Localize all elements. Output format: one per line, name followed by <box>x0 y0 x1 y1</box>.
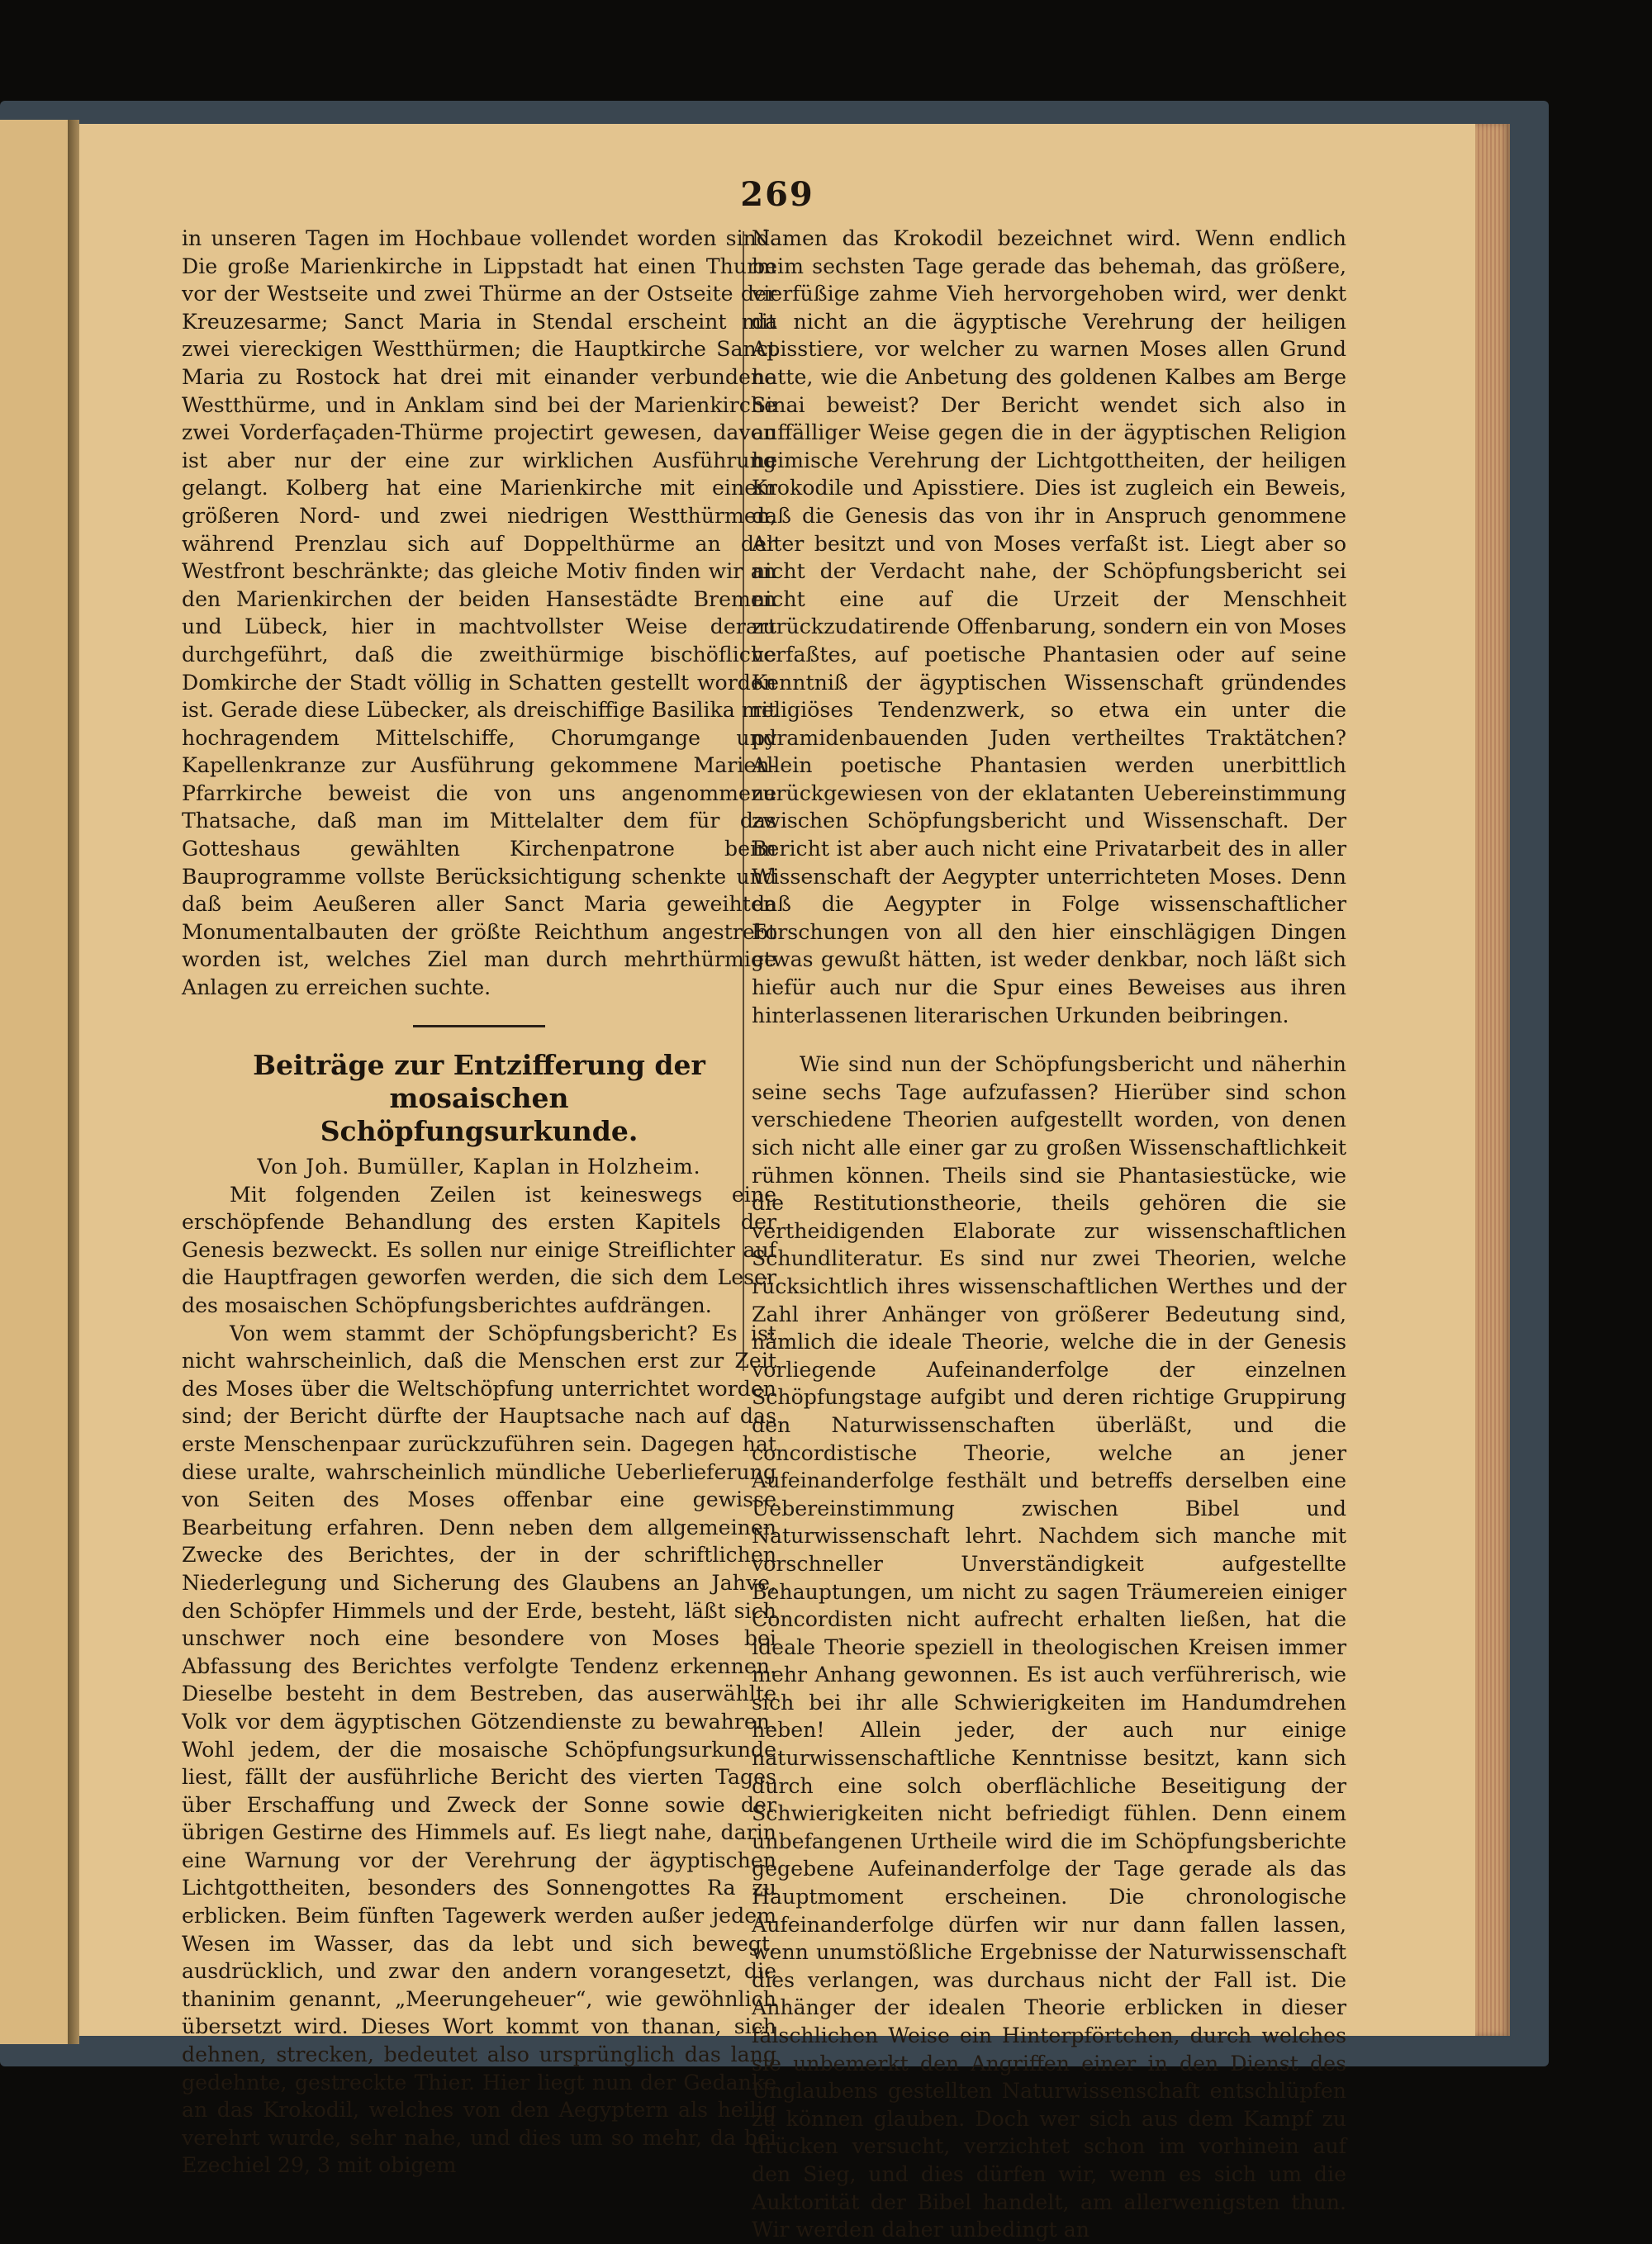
page-block-edge <box>1475 124 1510 2036</box>
article-title-line: Schöpfungsurkunde. <box>320 1114 638 1147</box>
paragraph-continued: in unseren Tagen im Hochbaue vollendet worden sind. Die große Marienkirche in Lippstadt hat einen Thurm vor der Westseite und zwei Thürme an der Ostseite der Kreuzesarme; Sanct Maria in Stendal erscheint mit zwei viereckigen Westthürmen; die Hauptkirche Sanct Maria zu Rostock hat drei mit einander verbundene Westthürme, und in Anklam sind bei der Marienkirche zwei Vorderfaçaden-Thürme projectirt gewesen, davon ist aber nur der eine zur wirklichen Ausführung gelangt. Kolberg hat eine Marienkirche mit einem größeren Nord- und zwei niedrigen Westthürmen, während Prenzlau sich auf Doppelthürme an der Westfront beschränkte; das gleiche Motiv finden wir an den Marienkirchen der beiden Hansestädte Bremen und Lübeck, hier in machtvollster Weise derart durchgeführt, daß die zweithürmige bischöfliche Domkirche der Stadt völlig in Schatten gestellt worden ist. Gerade diese Lübecker, als dreischiffige Basilika mit hochragendem Mittelschiffe, Chorumgange und Kapellenkranze zur Ausführung gekommene Marien-Pfarrkirche beweist die von uns angenommene Thatsache, daß man im Mittelalter dem für das Gotteshaus gewählten Kirchenpatrone beim Bauprogramme vollste Berücksichtigung schenkte und daß beim Aeußeren aller Sanct Maria geweihten Monumentalbauten der größte Reichthum angestrebt worden ist, welches Ziel man durch mehrthürmige Anlagen zu erreichen suchte. <box>182 226 776 1000</box>
paragraph: Von wem stammt der Schöpfungsbericht? Es ist nicht wahrscheinlich, daß die Menschen erst zur Zeit des Moses über die Weltschöpfung unterrichtet worden sind; der Bericht dürfte der Hauptsache nach auf das erste Menschenpaar zurückzuführen sein. Dagegen hat diese uralte, wahrscheinlich mündliche Ueberlieferung von Seiten des Moses offenbar eine gewisse Bearbeitung erfahren. Denn neben dem allgemeinen Zwecke des Berichtes, der in der schriftlichen Niederlegung und Sicherung des Glaubens an Jahve, den Schöpfer Himmels und der Erde, besteht, läßt sich unschwer noch eine besondere von Moses bei Abfassung des Berichtes verfolgte Tendenz erkennen. Dieselbe besteht in dem Bestreben, das auserwählte Volk vor dem ägyptischen Götzendienste zu bewahren. Wohl jedem, der die mosaische Schöpfungsurkunde liest, fällt der ausführliche Bericht des vierten Tages über Erschaffung und Zweck der Sonne sowie der übrigen Gestirne des Himmels auf. Es liegt nahe, darin eine Warnung vor der Verehrung der ägyptischen Lichtgottheiten, besonders des Sonnengottes Ra zu erblicken. Beim fünften Tagewerk werden außer jedem Wesen im Wasser, das da lebt und sich bewegt, ausdrücklich, und zwar den andern vorangesetzt, die thaninim genannt, „Meerungeheuer“, wie gewöhnlich übersetzt wird. Dieses Wort kommt von thanan, sich dehnen, strecken, bedeutet also ursprünglich das lang gedehnte, gestreckte Thier. Hier liegt nun der Gedanke an das Krokodil, welches von den Aegyptern als heilig verehrt wurde, sehr nahe, und dies um so mehr, da bei Ezechiel 29, 3 mit obigem <box>182 1321 776 2178</box>
paragraph: Mit folgenden Zeilen ist keineswegs eine erschöpfende Behandlung des ersten Kapitels der Genesis bezweckt. Es sollen nur einige Streiflichter auf die Hauptfragen geworfen werden, die sich dem Leser des mosaischen Schöpfungsberichtes aufdrängen. <box>182 1182 776 1317</box>
page-number: 269 <box>740 175 814 214</box>
left-column <box>182 225 776 2180</box>
book-gutter <box>68 120 79 2044</box>
article-title-line: Beiträge zur Entzifferung der mosaischen <box>253 1048 705 1114</box>
right-column <box>752 225 1346 2244</box>
paragraph-continued: Namen das Krokodil bezeichnet wird. Wenn endlich beim sechsten Tage gerade das behemah, das größere, vierfüßige zahme Vieh hervorgehoben wird, wer denkt da nicht an die ägyptische Verehrung der heiligen Apisstiere, vor welcher zu warnen Moses allen Grund hatte, wie die Anbetung des goldenen Kalbes am Berge Sinai beweist? Der Bericht wendet sich also in auffälliger Weise gegen die in der ägyptischen Religion heimische Verehrung der Lichtgottheiten, der heiligen Krokodile und Apisstiere. Dies ist zugleich ein Beweis, daß die Genesis das von ihr in Anspruch genommene Alter besitzt und von Moses verfaßt ist. Liegt aber so nicht der Verdacht nahe, der Schöpfungsbericht sei nicht eine auf die Urzeit der Menschheit zurückzudatirende Offenbarung, sondern ein von Moses verfaßtes, auf poetische Phantasien oder auf seine Kenntniß der ägyptischen Wissenschaft gründendes religiöses Tendenzwerk, so etwa ein unter die pyramidenbauenden Juden vertheiltes Traktätchen? Allein poetische Phantasien werden unerbittlich zurückgewiesen von der eklatanten Uebereinstimmung zwischen Schöpfungsbericht und Wissenschaft. Der Bericht ist aber auch nicht eine Privatarbeit des in aller Wissenschaft der Aegypter unterrichteten Moses. Denn daß die Aegypter in Folge wissenschaftlicher Forschungen von all den hier einschlägigen Dingen etwas gewußt hätten, ist weder denkbar, noch läßt sich hiefür auch nur die Spur eines Beweises aus ihren hinterlassenen literarischen Urkunden beibringen. <box>752 226 1346 1027</box>
section-divider <box>413 1025 545 1027</box>
paragraph-gap <box>752 1029 1346 1051</box>
byline: Von Joh. Bumüller, Kaplan in Holzheim. <box>257 1154 701 1179</box>
left-page-edge <box>0 120 68 2044</box>
article-title <box>182 1049 776 1148</box>
book-page <box>79 124 1475 2242</box>
paragraph: Wie sind nun der Schöpfungsbericht und näherhin seine sechs Tage aufzufassen? Hierüber sind schon verschiedene Theorien aufgestellt worden, von denen sich nicht alle einer gar zu großen Wissenschaftlichkeit rühmen können. Theils sind sie Phantasiestücke, wie die Restitutionstheorie, theils gehören die sie vertheidigenden Elaborate zur wissenschaftlichen Schundliteratur. Es sind nur zwei Theorien, welche rücksichtlich ihres wissenschaftlichen Werthes und der Zahl ihrer Anhänger von größerer Bedeutung sind, nämlich die ideale Theorie, welche die in der Genesis vorliegende Aufeinanderfolge der einzelnen Schöpfungstage aufgibt und deren richtige Gruppirung den Naturwissenschaften überläßt, und die concordistische Theorie, welche an jener Aufeinanderfolge festhält und betreffs derselben eine Uebereinstimmung zwischen Bibel und Naturwissenschaft lehrt. Nachdem sich manche mit vorschneller Unverständigkeit aufgestellte Behauptungen, um nicht zu sagen Träumereien einiger Concordisten nicht aufrecht erhalten ließen, hat die ideale Theorie speziell in theologischen Kreisen immer mehr Anhang gewonnen. Es ist auch verführerisch, wie sich bei ihr alle Schwierigkeiten im Handumdrehen heben! Allein jeder, der auch nur einige naturwissenschaftliche Kenntnisse besitzt, kann sich durch eine solch oberflächliche Beseitigung der Schwierigkeiten nicht befriedigt fühlen. Denn einem unbefangenen Urtheile wird die im Schöpfungsberichte gegebene Aufeinanderfolge der Tage gerade als das Hauptmoment erscheinen. Die chronologische Aufeinanderfolge dürfen wir nur dann fallen lassen, wenn unumstößliche Ergebnisse der Naturwissenschaft dies verlangen, was durchaus nicht der Fall ist. Die Anhänger der idealen Theorie erblicken in dieser fälschlichen Weise ein Hinterpförtchen, durch welches sie unbemerkt den Angriffen einer in den Dienst des Unglaubens gestellten Naturwissenschaft entschlüpfen zu können glauben. Doch wer sich aus dem Kampf zu drücken versucht, verzichtet schon im vorhinein auf den Sieg, und dies dürfen wir, wenn es sich um die Auktorität der Bibel handelt, am allerwenigsten thun. Wir werden daher unbedingt an <box>752 1052 1346 2242</box>
